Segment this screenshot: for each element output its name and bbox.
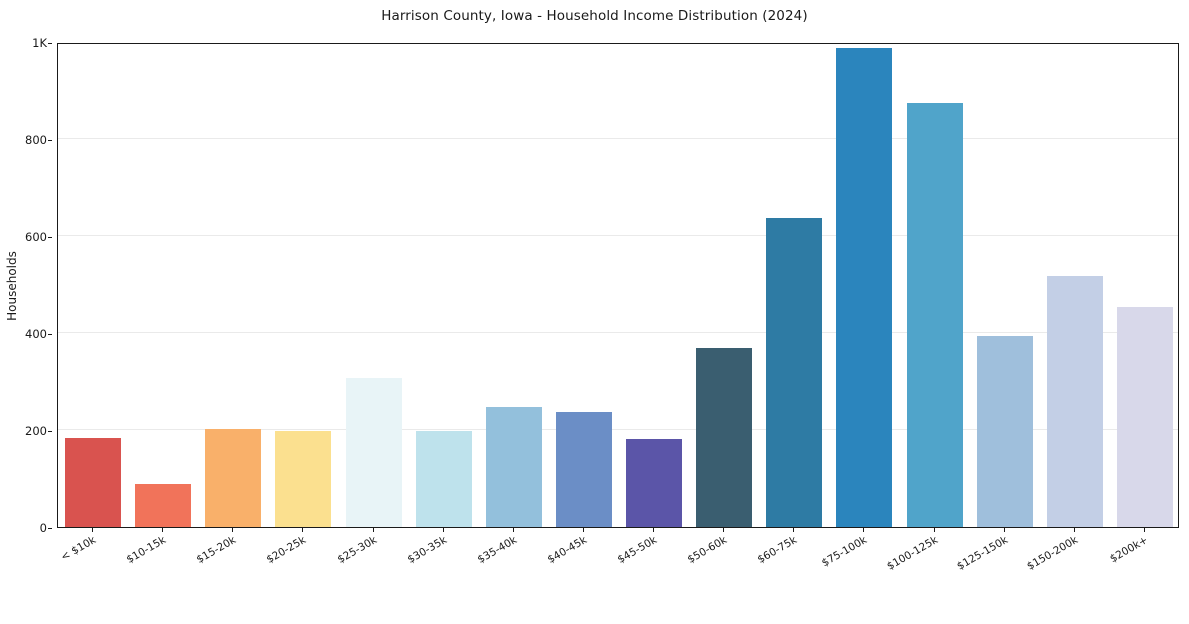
x-axis-tick-label: $20-25k [264,534,309,567]
y-axis-tick-label: 0 [39,521,47,535]
bar[interactable] [907,103,963,527]
bar[interactable] [626,439,682,527]
x-axis-tick-label: $35-40k [475,534,519,567]
x-axis-tick-label: $75-100k [820,534,870,570]
y-axis-ticks [0,36,52,535]
x-axis-tick-mark [443,528,444,532]
x-axis-tick-label: $100-125k [884,534,940,573]
y-axis-tick-label: 1K [32,36,47,50]
y-axis-title-label: Households [5,250,20,321]
x-axis-tick-mark [934,528,935,532]
x-axis-tick-mark [1144,528,1145,532]
y-axis-tick-mark [48,528,52,529]
bar-series [58,44,1178,527]
x-axis-tick-mark [232,528,233,532]
y-axis-tick-mark [48,140,52,141]
bar[interactable] [486,407,542,527]
x-axis-tick-label: $30-35k [405,534,449,567]
bar[interactable] [346,378,402,527]
x-axis-ticks [57,528,1179,588]
x-axis-tick-mark [723,528,724,532]
x-axis-tick-mark [162,528,163,532]
bar[interactable] [696,348,752,527]
x-axis-tick-label: $125-150k [954,534,1010,573]
bar[interactable] [275,431,331,527]
x-axis-tick-label: $45-50k [615,534,660,567]
x-axis-tick-label: $10-15k [124,534,169,567]
x-axis-tick-label: $50-60k [685,534,730,567]
x-axis-tick-mark [513,528,514,532]
y-axis-tick-mark [48,43,52,44]
bar[interactable] [766,218,822,527]
x-axis-tick-mark [302,528,303,532]
x-axis-tick-label: $25-30k [335,534,379,567]
x-axis-tick-label: $60-75k [755,534,800,567]
y-axis-tick-mark [48,237,52,238]
chart-title: Harrison County, Iowa - Household Income Distribution (2024) [381,8,808,24]
x-axis-tick-mark [373,528,374,532]
x-axis-tick-label: < $10k [58,534,99,564]
bar[interactable] [1117,307,1173,527]
x-axis-tick-mark [583,528,584,532]
x-axis-tick-mark [1074,528,1075,532]
x-axis-tick-label: $15-20k [194,534,239,567]
x-axis-tick-mark [793,528,794,532]
x-axis-tick-mark [653,528,654,532]
bar[interactable] [556,412,612,527]
bar[interactable] [65,438,121,527]
x-axis-tick-mark [863,528,864,532]
x-axis-tick-mark [1004,528,1005,532]
x-axis-tick-mark [92,528,93,532]
y-axis-tick-mark [48,334,52,335]
bar[interactable] [205,429,261,527]
x-axis-tick-label: $200k+ [1107,534,1150,566]
plot-area [57,43,1179,528]
y-axis-tick-label: 800 [25,133,47,147]
y-axis-tick-mark [48,431,52,432]
y-axis-tick-label: 400 [25,327,47,341]
y-axis-tick-label: 600 [25,230,47,244]
x-axis-tick-label: $150-200k [1024,534,1080,573]
x-axis-tick-label: $40-45k [545,534,589,567]
bar[interactable] [135,484,191,527]
y-axis-tick-label: 200 [25,424,47,438]
bar[interactable] [1047,276,1103,527]
bar[interactable] [416,431,472,528]
bar[interactable] [977,336,1033,527]
bar[interactable] [836,48,892,527]
